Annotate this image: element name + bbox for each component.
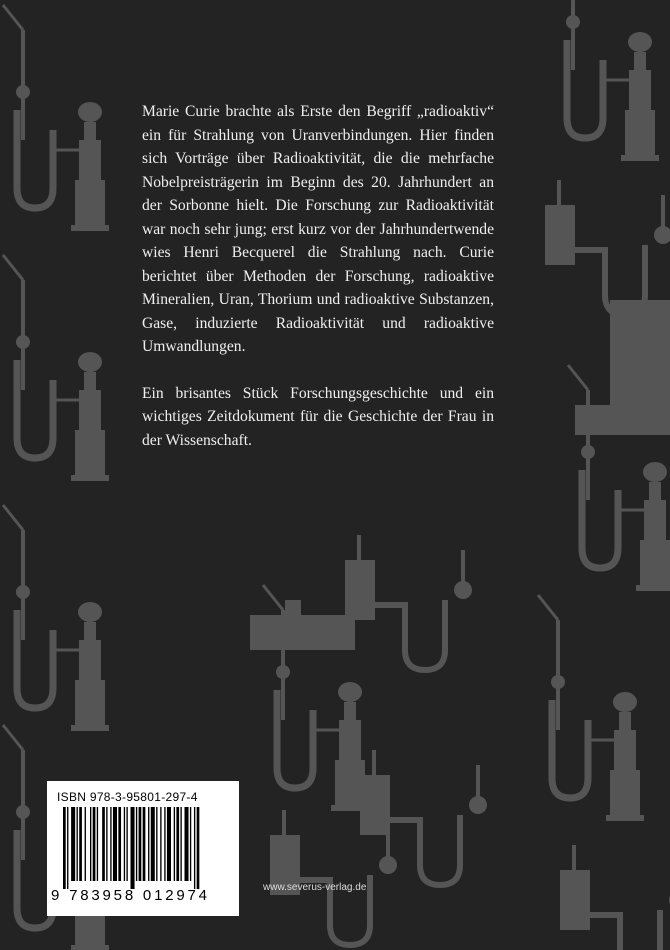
barcode-bar [143, 807, 146, 881]
barcode-bar [151, 807, 155, 881]
barcode-bar [148, 807, 149, 881]
barcode-bar [136, 807, 137, 881]
barcode-bar [185, 807, 189, 881]
barcode-bar [126, 807, 127, 881]
barcode-bar [63, 807, 66, 889]
barcode-bar [160, 807, 161, 881]
barcode-bar [139, 807, 142, 881]
blurb-paragraph: Ein brisantes Stück Forschungsgeschichte und ein wichtiges Zeitdokument für die Geschichte der Frau in der Wissenschaft. [142, 384, 494, 449]
barcode-bar [85, 807, 86, 881]
barcode-bar [190, 807, 191, 881]
back-cover-blurb [142, 100, 494, 475]
barcode-bar [79, 807, 82, 881]
barcode-bar [176, 807, 179, 881]
isbn-barcode [47, 781, 239, 916]
publisher-url: www.severus-verlag.de [263, 882, 367, 893]
barcode-bar [180, 807, 181, 881]
barcode-bar [102, 807, 105, 881]
barcode-bar [110, 807, 111, 881]
barcode-bar [67, 807, 68, 889]
barcode-bar [131, 807, 135, 889]
barcode-bar [113, 807, 117, 881]
barcode-bar [164, 807, 165, 881]
barcode-bars [47, 807, 239, 889]
barcode-bar [194, 807, 195, 889]
barcode-bar [167, 807, 171, 881]
barcode-bar [124, 807, 125, 881]
barcode-bar [77, 807, 78, 881]
barcode-bar [93, 807, 96, 881]
barcode-bar [97, 807, 98, 881]
barcode-bar [90, 807, 91, 881]
ean-digits: 9 783958 012974 [51, 887, 210, 904]
isbn-number: ISBN 978-3-95801-297-4 [57, 790, 198, 804]
barcode-bar [156, 807, 157, 881]
barcode-bar [174, 807, 175, 881]
barcode-bar [106, 807, 107, 881]
barcode-bar [118, 807, 121, 881]
barcode-bar [71, 807, 75, 881]
blurb-paragraph: Marie Curie brachte als Erste den Begriff „radioaktiv“ ein für Strahlung von Uranverbindungen. Hier finden sich Vorträge über Radioaktivität, die die mehrfache Nobelpreisträgerin im Beginn des 20. Jahrhundert an der Sorbonne hielt. Die Forschung zur Radioaktivität war noch sehr jung; erst kurz vor der Jahrhundertwende wies Henri Becquerel die Strahlung nach. Curie berichtet über Methoden der Forschung, radioaktive Mineralien, Uran, Thorium und radioaktive Substanzen, Gase, induzierte Radioaktivität und radioaktive Umwandlungen. [142, 103, 494, 355]
barcode-bar [197, 807, 200, 889]
